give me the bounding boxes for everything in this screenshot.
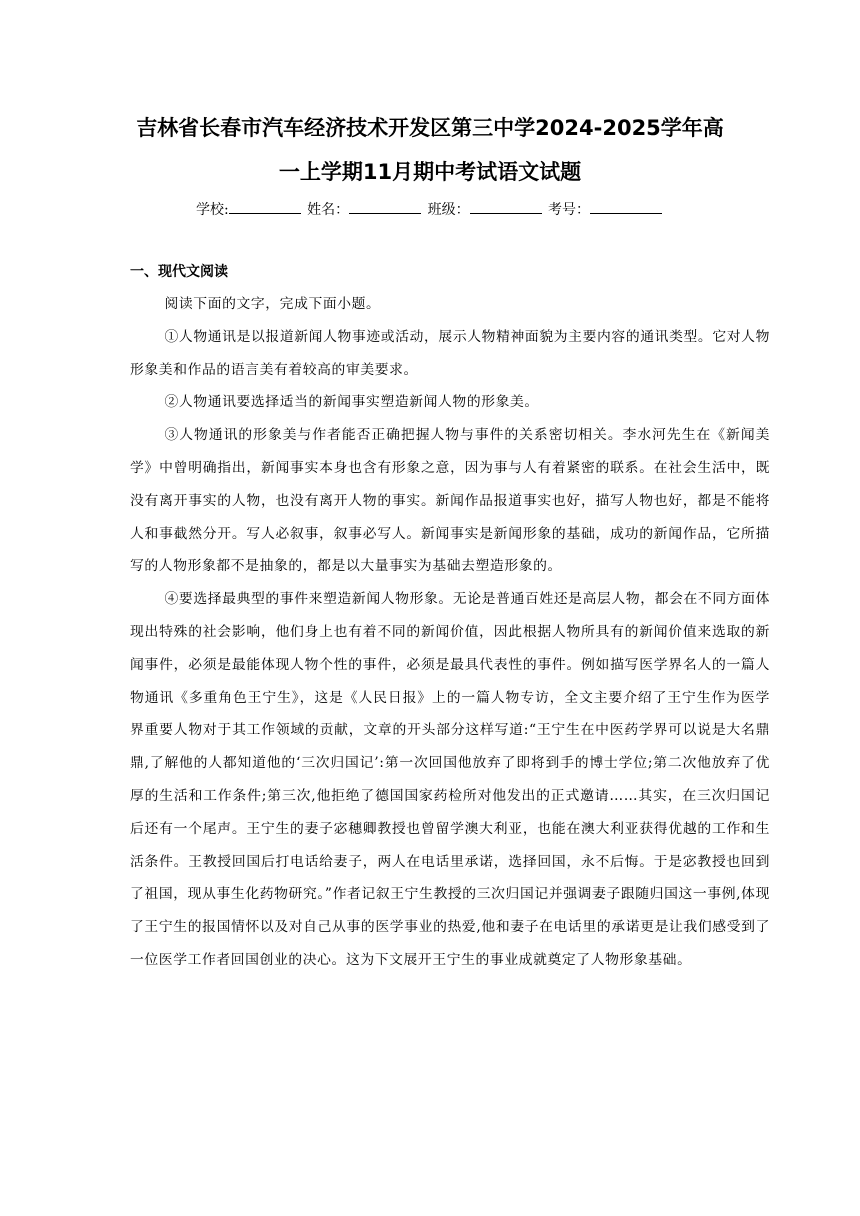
document-title-line-1: 吉林省长春市汽车经济技术开发区第三中学2024-2025学年高 bbox=[136, 116, 724, 140]
name-blank bbox=[349, 197, 421, 214]
reading-passage bbox=[130, 288, 770, 977]
school-label: 学校: bbox=[195, 202, 229, 218]
passage-paragraph-1: ①人物通讯是以报道新闻人物事迹或活动，展示人物精神面貌为主要内容的通讯类型。它对人物形象美和作品的语言美有着较高的审美要求。 bbox=[130, 328, 770, 378]
exam-number-label: 考号： bbox=[548, 202, 591, 218]
passage-paragraph-4: ④要选择最典型的事件来塑造新闻人物形象。无论是普通百姓还是高层人物，都会在不同方面体现出特殊的社会影响，他们身上也有着不同的新闻价值，因此根据人物所具有的新闻价值来选取的新闻事件，必须是最能体现人物个性的事件，必须是最具代表性的事件。例如描写医学界名人的一篇人物通讯《多重角色王宁生》，这是《人民日报》上的一篇人物专访，全文主要介绍了王宁生作为医学界重要人物对于其工作领域的贡献，文章的开头部分这样写道:“王宁生在中医药学界可以说是大名鼎鼎,了解他的人都知道他的‘三次归国记’:第一次回国他放弃了即将到手的博士学位;第二次他放弃了优厚的生活和工作条件;第三次,他拒绝了德国国家药检所对他发出的正式邀请……其实，在三次归国记后还有一个尾声。王宁生的妻子宓穗卿教授也曾留学澳大利亚，也能在澳大利亚获得优越的工作和生活条件。王教授回国后打电话给妻子，两人在电话里承诺，选择回国，永不后悔。于是宓教授也回到了祖国，现从事生化药物研究。”作者记叙王宁生教授的三次归国记并强调妻子跟随归国这一事例,体现了王宁生的报国情怀以及对自己从事的医学事业的热爱,他和妻子在电话里的承诺更是让我们感受到了一位医学工作者回国创业的决心。这为下文展开王宁生的事业成就奠定了人物形象基础。 bbox=[130, 591, 770, 968]
name-label: 姓名： bbox=[307, 202, 350, 218]
passage-instruction: 阅读下面的文字，完成下面小题。 bbox=[164, 296, 381, 312]
passage-paragraph-2: ②人物通讯要选择适当的新闻事实塑造新闻人物的形象美。 bbox=[164, 394, 539, 411]
document-title-line-2: 一上学期11月期中考试语文试题 bbox=[278, 160, 582, 184]
exam-number-blank bbox=[590, 197, 662, 214]
passage-paragraph-3: ③人物通讯的形象美与作者能否正确把握人物与事件的关系密切相关。李水河先生在《新闻美学》中曾明确指出，新闻事实本身也含有形象之意，因为事与人有着紧密的联系。在社会生活中，既没有离开事实的人物，也没有离开人物的事实。新闻作品报道事实也好，描写人物也好，都是不能将人和事截然分开。写人必叙事，叙事必写人。新闻事实是新闻形象的基础，成功的新闻作品，它所描写的人物形象都不是抽象的，都是以大量事实为基础去塑造形象的。 bbox=[130, 427, 770, 575]
section-heading: 一、现代文阅读 bbox=[130, 264, 228, 280]
class-label: 班级： bbox=[427, 202, 470, 218]
class-blank bbox=[470, 197, 542, 214]
school-blank bbox=[229, 197, 301, 214]
student-info-line bbox=[0, 197, 860, 220]
